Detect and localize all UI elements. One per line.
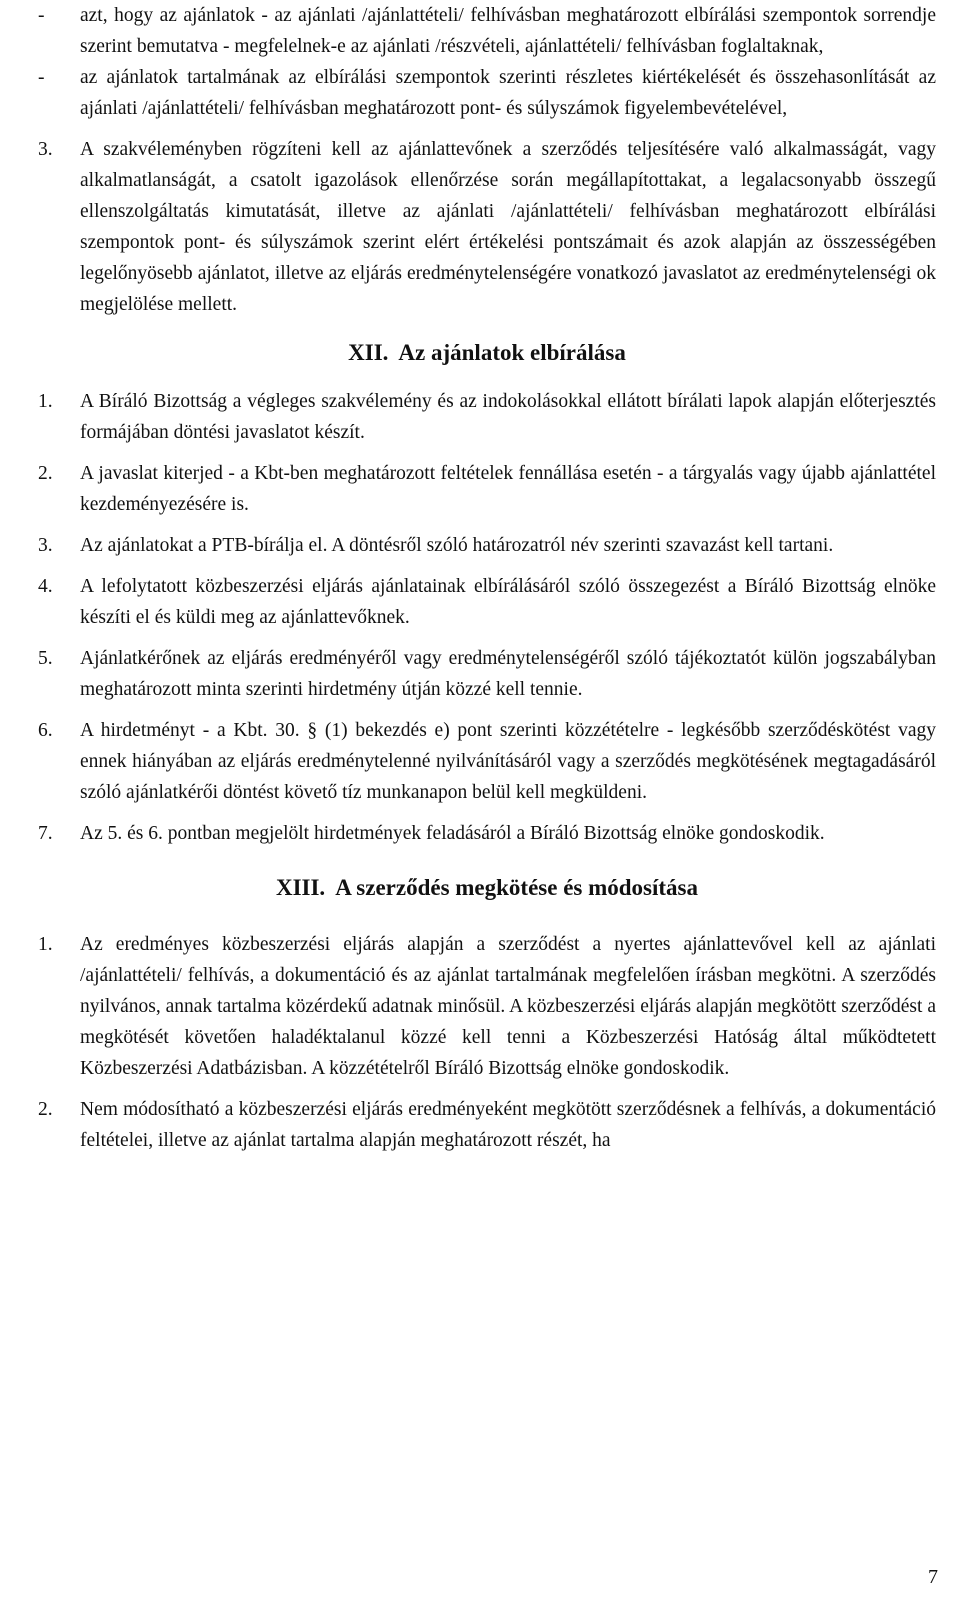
page-content (38, 0, 936, 1156)
list-marker: 4. (38, 576, 53, 597)
list-item (38, 818, 936, 849)
section-number: XII. (348, 340, 389, 365)
list-item (38, 0, 936, 62)
list-item (38, 929, 936, 1084)
list-marker: 2. (38, 1099, 53, 1120)
list-marker: 2. (38, 463, 53, 484)
list-item (38, 386, 936, 448)
section-title: Az ajánlatok elbírálása (398, 340, 626, 365)
list-item-text: Az 5. és 6. pontban megjelölt hirdetmények feladásáról a Bíráló Bizottság elnöke gondoskodik. (80, 823, 825, 844)
list-item-text: A Bíráló Bizottság a végleges szakvélemény és az indokolásokkal ellátott bírálati lapok alapján előterjesztés formájában döntési javaslatot készít. (80, 391, 936, 443)
section-heading (38, 873, 936, 903)
list-marker: 6. (38, 720, 53, 741)
list-item-text: Nem módosítható a közbeszerzési eljárás eredményeként megkötött szerződésnek a felhívás, a dokumentáció feltételei, illetve az ajánlat tartalma alapján meghatározott részét, ha (80, 1099, 936, 1151)
list-item (38, 715, 936, 808)
list-marker: 1. (38, 391, 53, 412)
paragraph-text: A szakvéleményben rögzíteni kell az ajánlattevőnek a szerződés teljesítésére való alkalmasságát, vagy alkalmatlanságát, a csatolt igazolások ellenőrzése során megállapítottakat, a legalacsonyabb összegű ellenszolgáltatás kimutatását, illetve az ajánlati /ajánlattételi/ felhívásban meghatározott elbírálási szempontok pont- és súlyszámok szerint elért értékelési pontszámait és azok alapján az összességében legelőnyösebb ajánlatot, illetve az eljárás eredménytelenségére vonatkozó javaslatot az eredménytelenségi ok megjelölése mellett. (80, 139, 936, 315)
list-marker: - (38, 5, 45, 26)
list-item (38, 571, 936, 633)
list-item-text: az ajánlatok tartalmának az elbírálási szempontok szerinti részletes kiértékelését és összehasonlítását az ajánlati /ajánlattételi/ felhívásban meghatározott pont- és súlyszámok figyelembevételével, (80, 67, 936, 119)
list-marker: 7. (38, 823, 53, 844)
list-item-text: A javaslat kiterjed - a Kbt-ben meghatározott feltételek fennállása esetén - a tárgyalás vagy újabb ajánlattétel kezdeményezésére is. (80, 463, 936, 515)
list-marker: - (38, 67, 45, 88)
page-number: 7 (928, 1566, 938, 1588)
list-item (38, 1094, 936, 1156)
list-item-text: A hirdetményt - a Kbt. 30. § (1) bekezdés e) pont szerinti közzétételre - legkésőbb szerződéskötést vagy ennek hiányában az eljárás eredménytelenné nyilvánításáról vagy a szerződés megkötésének megtagadásáról szóló ajánlatkérői döntést követő tíz munkanapon belül kell megküldeni. (80, 720, 936, 803)
list-item-text: azt, hogy az ajánlatok - az ajánlati /ajánlattételi/ felhívásban meghatározott elbírálási szempontok sorrendje szerint bemutatva - megfelelnek-e az ajánlati /részvételi, ajánlattételi/ felhívásban foglaltaknak, (80, 5, 936, 57)
paragraph-3 (38, 134, 936, 320)
list-item (38, 530, 936, 561)
list-marker: 5. (38, 648, 53, 669)
list-item (38, 62, 936, 124)
section-heading (38, 338, 936, 368)
list-item-text: Ajánlatkérőnek az eljárás eredményéről vagy eredménytelenségéről szóló tájékoztatót külön jogszabályban meghatározott minta szerinti hirdetmény útján közzé kell tennie. (80, 648, 936, 700)
section-title: A szerződés megkötése és módosítása (335, 875, 699, 900)
list-item-text: A lefolytatott közbeszerzési eljárás ajánlatainak elbírálásáról szóló összegezést a Bíráló Bizottság elnöke készíti el és küldi meg az ajánlattevőknek. (80, 576, 936, 628)
list-item-text: Az eredményes közbeszerzési eljárás alapján a szerződést a nyertes ajánlattevővel kell az ajánlati /ajánlattételi/ felhívás, a dokumentáció és az ajánlat tartalmának megfelelően írásban megkötni. A szerződés nyilvános, annak tartalma közérdekű adatnak minősül. A közbeszerzési eljárás alapján megkötött szerződést a megkötését követően haladéktalanul közzé kell tenni a Közbeszerzési Hatóság által működtetett Közbeszerzési Adatbázisban. A közzétételről Bíráló Bizottság elnöke gondoskodik. (80, 934, 936, 1079)
list-marker: 3. (38, 535, 53, 556)
list-marker: 1. (38, 934, 53, 955)
section-number: XIII. (275, 875, 326, 900)
list-item-text: Az ajánlatokat a PTB-bírálja el. A döntésről szóló határozatról név szerinti szavazást kell tartani. (80, 535, 834, 556)
list-item (38, 643, 936, 705)
list-item (38, 458, 936, 520)
paragraph-number: 3. (38, 139, 53, 160)
